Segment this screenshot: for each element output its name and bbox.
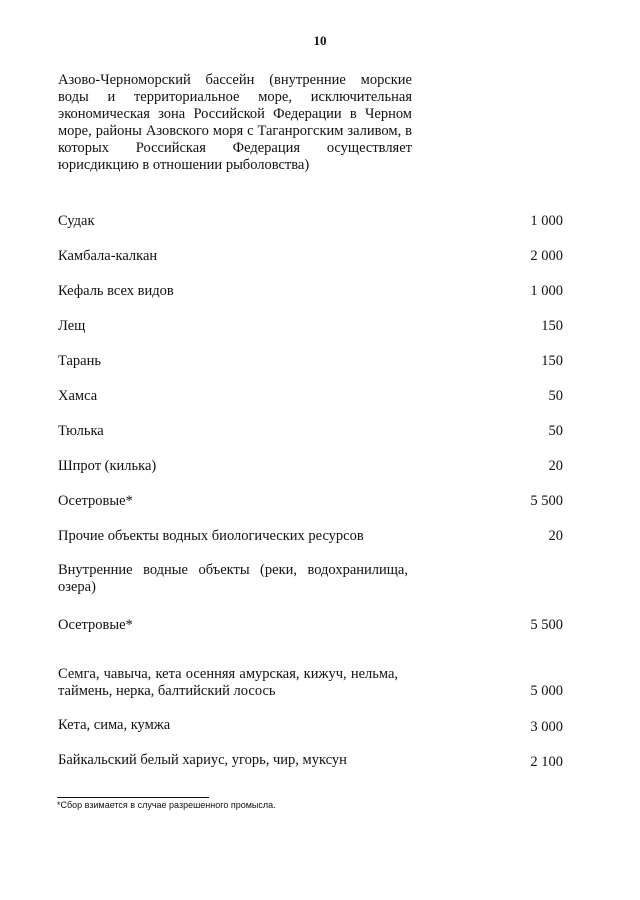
row-amount: 20 <box>548 528 563 544</box>
row-species: Хамса <box>58 388 98 404</box>
row-amount: 5 000 <box>530 683 563 699</box>
row-amount: 150 <box>541 318 563 334</box>
row-species: Кефаль всех видов <box>58 283 174 299</box>
footnote-divider <box>57 797 209 798</box>
row-species: Осетровые* <box>58 493 133 509</box>
section-heading-azov-black-sea: Азово-Черноморский бассейн (внутренние морские воды и территориальное море, исключительная экономическая зона Российской Федерации в Черном море, районы Азовского моря с Таганрогским заливом, в которых Российская Федерация осуществляет юрисдикцию в отношении рыболовства) <box>58 72 412 173</box>
table-row <box>58 666 563 700</box>
section-heading-inland-waters: Внутренние водные объекты (реки, водохранилища, озера) <box>58 562 408 595</box>
row-amount: 50 <box>548 388 563 404</box>
row-amount: 5 500 <box>530 617 563 633</box>
row-amount: 2 000 <box>530 248 563 264</box>
row-species: Прочие объекты водных биологических ресурсов <box>58 528 364 544</box>
row-species: Кета, сима, кумжа <box>58 717 171 733</box>
row-amount: 1 000 <box>530 213 563 229</box>
row-species: Камбала-калкан <box>58 248 158 264</box>
row-species: Тарань <box>58 353 101 369</box>
row-amount: 1 000 <box>530 283 563 299</box>
footnote: *Сбор взимается в случае разрешенного промысла. <box>57 800 276 810</box>
row-amount: 3 000 <box>530 719 563 735</box>
row-amount: 20 <box>548 458 563 474</box>
row-amount: 150 <box>541 353 563 369</box>
row-species: Судак <box>58 213 95 229</box>
page-number: 10 <box>313 33 327 48</box>
row-amount: 5 500 <box>530 493 563 509</box>
row-amount: 50 <box>548 423 563 439</box>
row-species: Тюлька <box>58 423 104 439</box>
row-species: Семга, чавыча, кета осенняя амурская, кижуч, нельма, таймень, нерка, балтийский лосось <box>58 666 398 699</box>
row-amount: 2 100 <box>530 754 563 770</box>
row-species: Байкальский белый хариус, угорь, чир, муксун <box>58 752 347 768</box>
row-species: Шпрот (килька) <box>58 458 157 474</box>
row-species: Лещ <box>58 318 86 334</box>
row-species: Осетровые* <box>58 617 133 633</box>
